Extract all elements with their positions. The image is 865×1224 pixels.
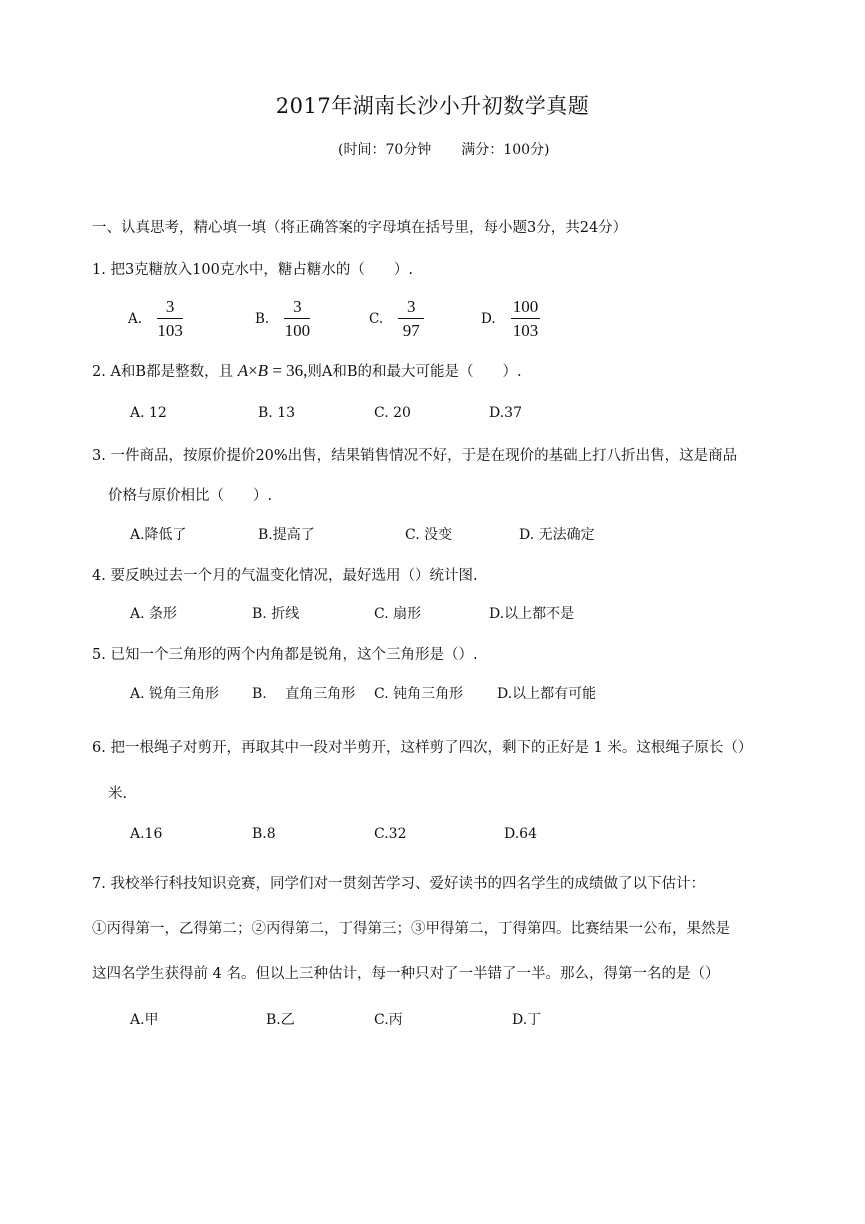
denominator: 100 — [284, 321, 311, 340]
times-sign: × — [248, 361, 258, 380]
numerator: 3 — [157, 298, 183, 319]
question-3-option-d: D. 无法确定 — [519, 527, 595, 543]
stem-text: 2. A和B都是整数，且 — [92, 364, 234, 380]
question-4-option-a: A. 条形 — [130, 606, 178, 622]
question-2-stem — [92, 360, 522, 381]
denominator: 103 — [157, 321, 183, 340]
question-4-option-c: C. 扇形 — [374, 606, 422, 622]
page-title: 2017年湖南长沙小升初数学真题 — [275, 94, 590, 118]
question-5-option-d: D.以上都有可能 — [497, 686, 597, 702]
question-7-stem-line-3: 这四名学生获得前 4 名。但以上三种估计，每一种只对了一半错了一半。那么，得第一名的是（） — [92, 966, 720, 982]
question-6-option-b: B.8 — [252, 826, 276, 842]
question-7-stem-line-1: 7. 我校举行科技知识竞赛，同学们对一贯刻苦学习、爱好读书的四名学生的成绩做了以下估计： — [92, 876, 705, 892]
question-1-option-c — [369, 298, 424, 339]
question-5-option-b: B. 直角三角形 — [252, 686, 356, 702]
question-6-stem-line-1: 6. 把一根绳子对剪开，再取其中一段对半剪开，这样剪了四次，剩下的正好是 1 米。这根绳子原长（） — [92, 740, 753, 756]
question-6-option-d: D.64 — [504, 826, 537, 842]
equals-value: = 36, — [272, 361, 308, 380]
numerator: 3 — [284, 298, 310, 319]
question-5-stem: 5. 已知一个三角形的两个内角都是锐角，这个三角形是（）. — [92, 647, 478, 663]
question-2-option-d: D.37 — [489, 405, 522, 421]
question-3-option-a: A.降低了 — [130, 527, 187, 543]
fraction — [157, 298, 183, 339]
option-label: D. — [481, 310, 496, 327]
question-4-option-b: B. 折线 — [252, 606, 300, 622]
fraction — [284, 298, 310, 339]
question-5-option-a: A. 锐角三角形 — [130, 686, 220, 702]
question-1-option-b — [255, 298, 310, 339]
question-1-option-a — [128, 298, 183, 339]
question-1-stem: 1. 把3克糖放入100克水中，糖占糖水的（ ）. — [92, 262, 413, 278]
equation — [238, 361, 308, 380]
question-5-option-c: C. 钝角三角形 — [374, 686, 464, 702]
question-4-stem: 4. 要反映过去一个月的气温变化情况，最好选用（）统计图. — [92, 568, 478, 584]
numerator: 3 — [398, 298, 424, 319]
denominator: 103 — [512, 321, 539, 340]
fraction — [511, 298, 541, 339]
question-6-option-a: A.16 — [130, 826, 163, 842]
section-heading: 一、认真思考，精心填一填（将正确答案的字母填在括号里，每小题3分，共24分） — [92, 220, 628, 236]
question-3-stem-line-1: 3. 一件商品，按原价提价20%出售，结果销售情况不好，于是在现价的基础上打八折出售，这是商品 — [92, 448, 738, 464]
question-3-stem-line-2: 价格与原价相比（ ）. — [108, 488, 273, 504]
time-limit: (时间：70分钟 — [338, 142, 432, 158]
question-6-option-c: C.32 — [374, 826, 407, 842]
numerator: 100 — [511, 298, 541, 319]
full-score: 满分：100分) — [461, 142, 550, 158]
question-7-option-a: A.甲 — [130, 1012, 159, 1028]
question-1-option-d — [481, 298, 540, 339]
question-2-option-a: A. 12 — [130, 405, 167, 421]
question-3-option-b: B.提高了 — [258, 527, 315, 543]
question-7-option-c: C.丙 — [374, 1012, 403, 1028]
question-7-option-d: D.丁 — [512, 1012, 542, 1028]
question-2-option-b: B. 13 — [258, 405, 296, 421]
question-4-option-d: D.以上都不是 — [489, 606, 575, 622]
exam-info — [338, 139, 549, 159]
question-2-option-c: C. 20 — [374, 405, 411, 421]
option-label: B. — [255, 310, 270, 327]
fraction — [398, 298, 424, 339]
denominator: 97 — [402, 321, 420, 340]
option-label: C. — [369, 310, 384, 327]
var-b: B — [257, 361, 269, 380]
question-7-stem-line-2: ①丙得第一，乙得第二；②丙得第二，丁得第三；③甲得第二，丁得第四。比赛结果一公布，果然是 — [92, 921, 730, 937]
question-3-option-c: C. 没变 — [405, 527, 453, 543]
question-7-option-b: B.乙 — [266, 1012, 295, 1028]
option-label: A. — [128, 310, 143, 327]
var-a: A — [237, 361, 249, 380]
stem-text: 则A和B的和最大可能是（ ）. — [307, 364, 522, 380]
question-6-stem-line-2: 米. — [108, 786, 128, 802]
